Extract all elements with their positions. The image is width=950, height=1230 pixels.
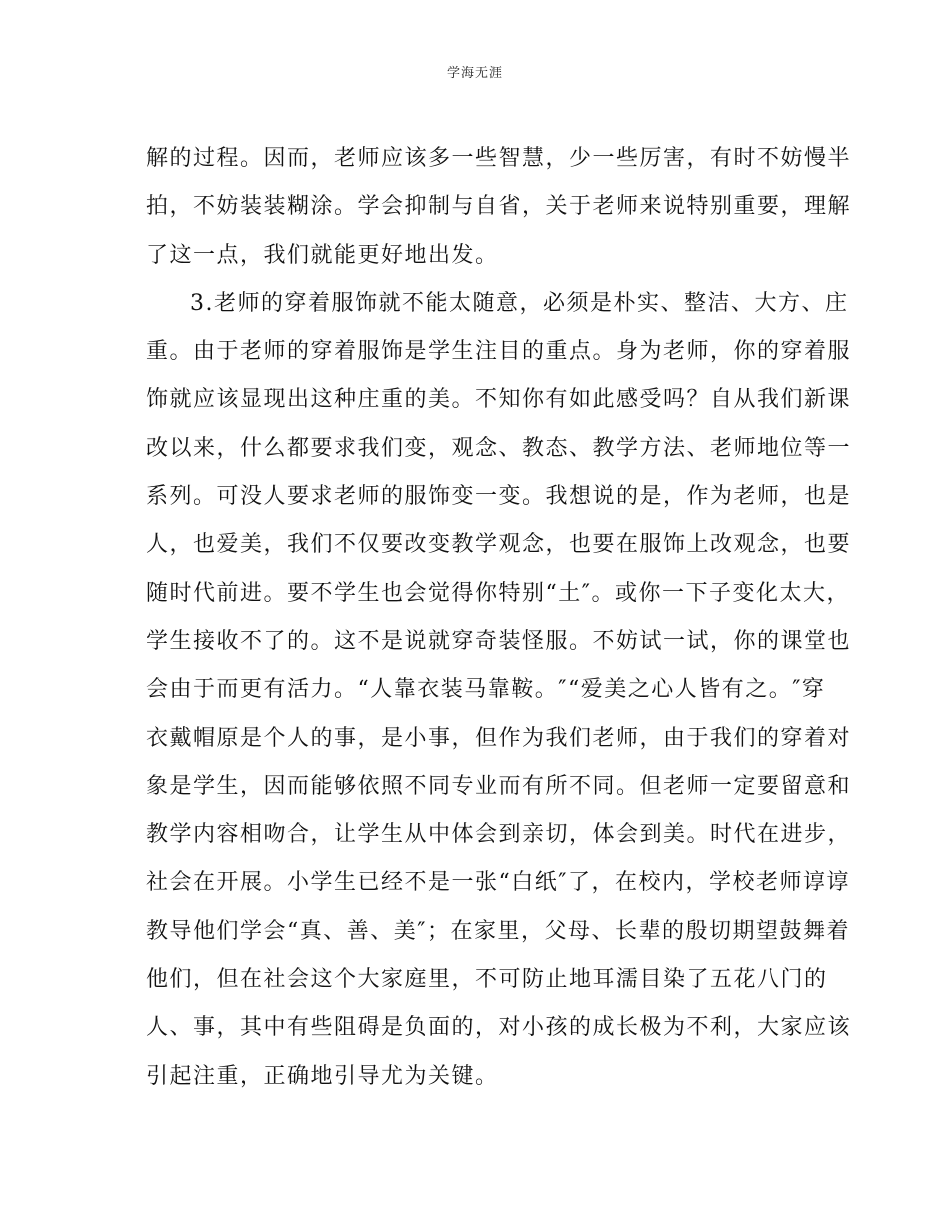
text-line: 了这一点，我们就能更好地出发。 [146, 242, 499, 268]
text-line: 人，也爱美，我们不仅要改变教学观念，也要在服饰上改观念，也要 [146, 532, 852, 558]
text-line: 随时代前进。要不学生也会觉得你特别“土″。或你一下子变化太大， [146, 580, 850, 606]
text-line: 社会在开展。小学生已经不是一张“白纸″了，在校内，学校老师谆谆 [146, 870, 850, 896]
text-line: 学生接收不了的。这不是说就穿奇装怪服。不妨试一试，你的课堂也 [146, 628, 852, 654]
document-body [146, 135, 852, 1101]
text-line: 重。由于老师的穿着服饰是学生注目的重点。身为老师，你的穿着服 [146, 339, 852, 365]
text-line: 饰就应该显现出这种庄重的美。不知你有如此感受吗？自从我们新课 [146, 387, 852, 413]
page-header: 学海无涯 [446, 66, 503, 81]
text-line: 引起注重，正确地引导尤为关键。 [146, 1063, 499, 1089]
text-line: 人、事，其中有些阻碍是负面的，对小孩的成长极为不利，大家应该 [146, 1015, 852, 1041]
text-line: 改以来，什么都要求我们变，观念、教态、教学方法、老师地位等一 [146, 435, 852, 461]
text-line: 象是学生，因而能够依照不同专业而有所不同。但老师一定要留意和 [146, 773, 852, 799]
text-line: 会由于而更有活力。“人靠衣装马靠鞍。″“爱美之心人皆有之。″穿 [146, 677, 826, 703]
text-line: 衣戴帽原是个人的事，是小事，但作为我们老师，由于我们的穿着对 [146, 725, 852, 751]
text-line: 解的过程。因而，老师应该多一些智慧，少一些厉害，有时不妨慢半 [146, 146, 852, 171]
text-line: 他们，但在社会这个大家庭里，不可防止地耳濡目染了五花八门的 [146, 967, 828, 993]
text-line: 教学内容相吻合，让学生从中体会到亲切，体会到美。时代在进步， [146, 822, 852, 848]
text-line: 拍，不妨装装糊涂。学会抑制与自省，关于老师来说特别重要，理解 [146, 194, 852, 220]
text-line: 教导他们学会“真、善、美″；在家里，父母、长辈的殷切期望鼓舞着 [146, 918, 850, 944]
text-line: 系列。可没人要求老师的服饰变一变。我想说的是，作为老师，也是 [146, 484, 852, 510]
paragraph-start-line: 3.老师的穿着服饰就不能太随意，必须是朴实、整洁、大方、庄 [190, 290, 849, 316]
